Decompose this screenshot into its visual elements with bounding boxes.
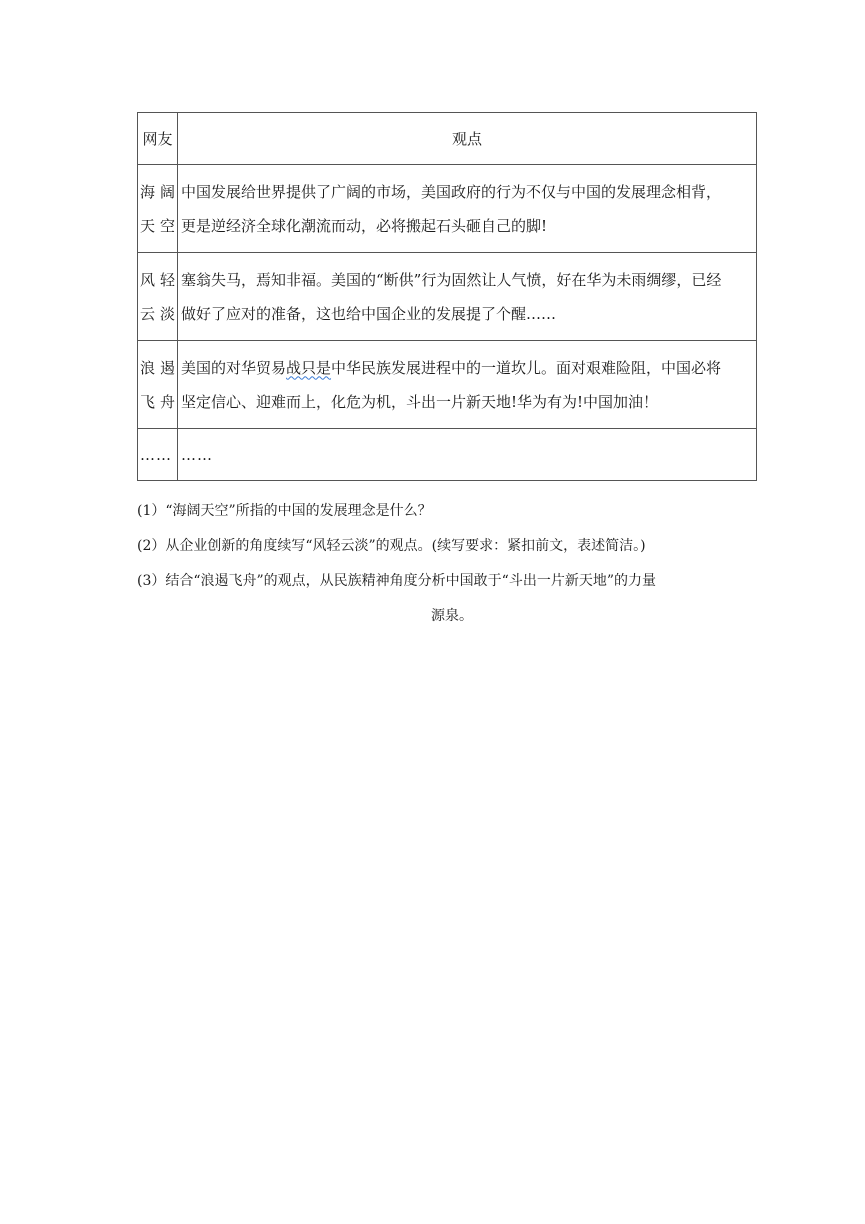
viewpoint-line: 坚定信心、迎难而上，化危为机，斗出一片新天地!华为有为!中国加油！ [181,392,659,411]
table-row [138,165,757,253]
question-2: (2）从企业创新的角度续写“风轻云淡”的观点。(续写要求：紧扣前文，表述简洁。) [137,538,646,554]
netizen-name-cell: …… [138,429,178,481]
question-3: (3）结合“浪遏飞舟”的观点，从民族精神角度分析中国敢于“斗出一片新天地”的力量 [137,573,656,589]
table-header-row [138,113,757,165]
viewpoint-line [181,351,756,385]
netizen-name-line: 风 轻 [140,270,175,289]
opinions-table [137,112,757,481]
spellcheck-underlined-text: 战只是 [286,358,332,377]
questions-block [137,494,757,634]
netizen-name-line: 浪 遏 [140,358,175,377]
netizen-name-cell [138,165,178,253]
viewpoint-cell [178,341,757,429]
viewpoint-cell [178,253,757,341]
netizen-name-cell [138,253,178,341]
table-row [138,429,757,481]
netizen-name-line: 天空 [140,216,175,235]
netizen-name-cell [138,341,178,429]
question-3-continuation: 源泉。 [431,608,473,624]
viewpoint-line: 做好了应对的准备，这也给中国企业的发展提了个醒…… [181,304,557,323]
viewpoint-text: 中华民族发展进程中的一道坎儿。面对艰难险阻，中国必将 [331,358,722,377]
viewpoint-line: 更是逆经济全球化潮流而动，必将搬起石头砸自己的脚! [181,216,548,235]
viewpoint-line: 中国发展给世界提供了广阔的市场，美国政府的行为不仅与中国的发展理念相背， [181,182,722,201]
viewpoint-text: 美国的对华贸易 [181,358,287,377]
header-netizen: 网友 [138,113,178,165]
question-1: (1）“海阔天空”所指的中国的发展理念是什么？ [137,503,432,519]
header-viewpoint: 观点 [178,113,757,165]
viewpoint-cell [178,165,757,253]
viewpoint-cell: …… [178,429,757,481]
netizen-name-line: 云淡 [140,304,175,323]
viewpoint-line: 塞翁失马，焉知非福。美国的“断供”行为固然让人气愤，好在华为未雨绸缪，已经 [181,270,722,289]
table-row [138,253,757,341]
netizen-name-line: 飞舟 [140,392,175,411]
table-row [138,341,757,429]
netizen-name-line: 海 阔 [140,182,175,201]
